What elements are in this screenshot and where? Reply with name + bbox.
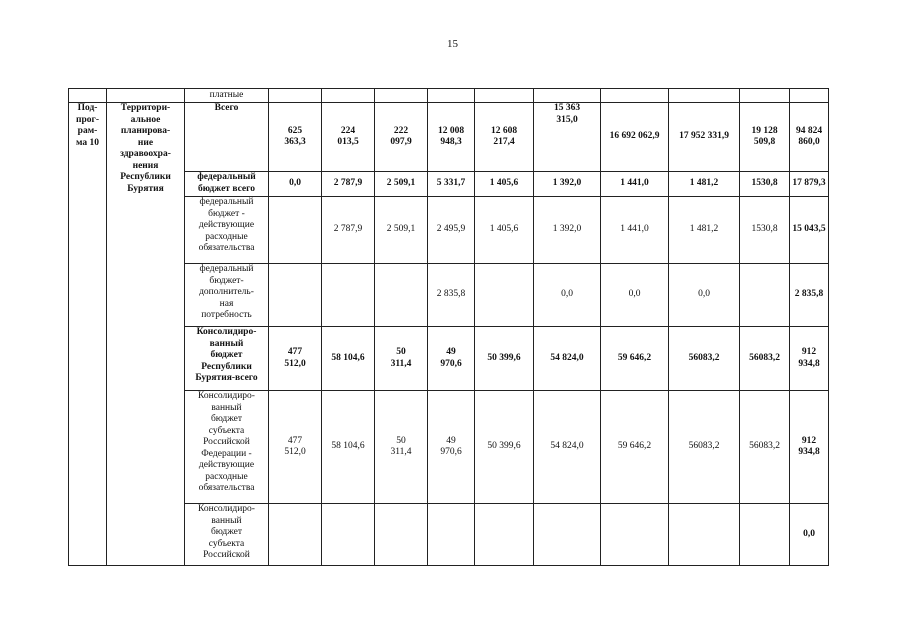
text-line: Консолидиро- xyxy=(198,504,255,514)
value-cell xyxy=(322,172,375,197)
text-line: Республики xyxy=(120,172,171,182)
text-line: 0,0 xyxy=(561,289,573,300)
text-line: дополнитель- xyxy=(199,287,254,297)
text-line: субъекта xyxy=(208,425,245,436)
value-cell xyxy=(534,391,601,504)
value-cell xyxy=(740,264,790,327)
text-line: Бурятия xyxy=(127,183,164,194)
text-line: ная xyxy=(219,298,234,309)
text-line: 860,0 xyxy=(798,137,820,147)
text-line: бюджет xyxy=(210,350,243,360)
value-cell xyxy=(601,327,669,391)
text-line: 12 008 xyxy=(437,125,465,136)
continuation-label: платные xyxy=(185,89,269,103)
text-line: Российской xyxy=(203,550,250,560)
budget-table xyxy=(68,88,829,566)
value-cell xyxy=(601,504,669,566)
text-line: 912 934,8 xyxy=(798,435,820,457)
value-cell xyxy=(669,391,740,504)
value-cell xyxy=(269,197,322,264)
text-line: 12 608 xyxy=(490,125,518,136)
value-cell xyxy=(534,197,601,264)
value-cell xyxy=(790,327,829,391)
text-line: 013,5 xyxy=(337,137,359,147)
value-cell xyxy=(428,197,475,264)
value-cell xyxy=(322,504,375,566)
text-line: бюджет- xyxy=(209,275,244,286)
text-line: 19 128 xyxy=(751,125,778,136)
value-cell xyxy=(475,103,534,172)
value-cell xyxy=(428,327,475,391)
text-line: субъекта xyxy=(208,538,245,549)
value-cell xyxy=(475,197,534,264)
value-cell xyxy=(534,504,601,566)
text-line: 097,9 xyxy=(390,137,412,147)
value-cell xyxy=(375,264,428,327)
value-cell xyxy=(740,504,790,566)
value-cell xyxy=(428,391,475,504)
value-cell xyxy=(428,103,475,172)
text-line: 1 392,0 xyxy=(552,178,582,189)
text-line: 16 692 062,9 xyxy=(609,131,660,142)
value-cell xyxy=(269,504,322,566)
text-line: действующие xyxy=(198,460,255,470)
value-cell xyxy=(269,391,322,504)
text-line: 1 441,0 xyxy=(620,178,649,189)
text-line: 56083,2 xyxy=(688,441,720,452)
text-line: 512,0 xyxy=(284,358,306,369)
text-line: 56083,2 xyxy=(749,352,780,363)
value-cell xyxy=(475,504,534,566)
value-cell xyxy=(534,264,601,327)
value-cell xyxy=(322,391,375,504)
text-line: Консолидиро- xyxy=(198,391,255,401)
value-cell xyxy=(601,197,669,264)
value-cell xyxy=(428,172,475,197)
value-cell xyxy=(475,264,534,327)
value-cell xyxy=(669,172,740,197)
subprogram-label xyxy=(69,103,107,566)
text-line: 50 xyxy=(396,435,406,446)
text-line: 311,4 xyxy=(390,358,412,369)
funding-source-label xyxy=(185,172,269,197)
continuation-row xyxy=(69,89,829,103)
value-cell xyxy=(534,103,601,172)
text-line: 1 392,0 xyxy=(552,224,582,235)
value-cell xyxy=(475,172,534,197)
value-cell xyxy=(740,197,790,264)
value-cell xyxy=(534,327,601,391)
value-cell xyxy=(669,504,740,566)
text-line: федеральный xyxy=(199,197,254,207)
text-line: расходные xyxy=(205,231,248,242)
funding-source-label xyxy=(185,103,269,172)
value-cell xyxy=(269,264,322,327)
value-cell xyxy=(534,172,601,197)
funding-source-label xyxy=(185,504,269,566)
value-cell xyxy=(322,103,375,172)
value-cell xyxy=(601,264,669,327)
value-cell xyxy=(740,327,790,391)
funding-source-label xyxy=(185,264,269,327)
value-cell xyxy=(601,103,669,172)
text-line: 15 043,5 xyxy=(792,224,826,235)
text-line: действующие xyxy=(198,220,255,230)
text-line: Всего xyxy=(214,103,239,113)
text-line: 17 952 331,9 xyxy=(679,131,729,142)
value-cell xyxy=(601,391,669,504)
text-line: Под- xyxy=(77,103,98,113)
text-line: 17 879,3 xyxy=(792,178,826,189)
value-cell xyxy=(790,172,829,197)
text-line: здравоохра- xyxy=(120,149,171,159)
value-cell xyxy=(669,327,740,391)
table-row-total xyxy=(69,103,829,172)
value-cell xyxy=(269,172,322,197)
text-line: 1 441,0 xyxy=(620,224,649,235)
text-line: Бурятия-всего xyxy=(195,373,258,383)
value-cell xyxy=(740,172,790,197)
text-line: 54 824,0 xyxy=(550,441,584,452)
text-line: федеральный xyxy=(197,172,256,182)
text-line: Российской xyxy=(203,437,250,447)
text-line: 50 xyxy=(396,347,406,357)
text-line: 2 787,9 xyxy=(333,178,363,189)
funding-source-label xyxy=(185,327,269,391)
text-line: бюджет всего xyxy=(198,183,255,194)
text-line: 509,8 xyxy=(753,137,776,147)
text-line: 311,4 xyxy=(390,447,412,457)
value-cell xyxy=(428,504,475,566)
value-cell xyxy=(740,103,790,172)
text-line: Республики xyxy=(201,361,252,372)
value-cell xyxy=(322,327,375,391)
text-line: ванный xyxy=(209,338,244,349)
value-cell xyxy=(601,172,669,197)
text-line: 5 331,7 xyxy=(436,178,466,189)
text-line: 2 835,8 xyxy=(436,289,466,300)
text-line: 54 824,0 xyxy=(550,352,584,363)
value-cell xyxy=(375,327,428,391)
value-cell xyxy=(790,504,829,566)
text-line: прог- xyxy=(76,114,99,125)
value-cell xyxy=(790,103,829,172)
text-line: 2 509,1 xyxy=(386,224,416,235)
text-line: расходные xyxy=(205,471,248,482)
text-line: Федерации - xyxy=(201,448,252,459)
text-line: 0,0 xyxy=(628,289,641,300)
text-line: 477 xyxy=(287,347,303,357)
text-line: нения xyxy=(132,160,159,171)
value-cell xyxy=(269,327,322,391)
text-line: бюджет - xyxy=(208,208,245,219)
text-line: 56083,2 xyxy=(688,352,720,363)
text-line: 970,6 xyxy=(440,358,462,369)
text-line: Консолидиро- xyxy=(196,327,257,337)
text-line: 970,6 xyxy=(440,447,462,457)
text-line: 1 481,2 xyxy=(689,224,719,235)
value-cell xyxy=(669,103,740,172)
text-line: 1530,8 xyxy=(751,178,778,189)
value-cell xyxy=(475,391,534,504)
text-line: 15 363 xyxy=(553,103,581,113)
value-cell xyxy=(428,264,475,327)
text-line: потребность xyxy=(201,310,252,320)
text-line: 49 xyxy=(446,435,456,446)
text-line: бюджет xyxy=(210,414,243,424)
text-line: рам- xyxy=(77,126,98,136)
text-line: 50 399,6 xyxy=(487,441,521,452)
text-line: 477 xyxy=(287,435,303,446)
text-line: 94 824 xyxy=(795,125,823,136)
funding-source-label xyxy=(185,391,269,504)
value-cell xyxy=(740,391,790,504)
value-cell xyxy=(375,103,428,172)
text-line: 363,3 xyxy=(284,137,306,147)
text-line: 2 495,9 xyxy=(436,224,466,235)
text-line: 0,0 xyxy=(289,178,301,189)
text-line: планирова- xyxy=(120,126,171,136)
value-cell xyxy=(790,197,829,264)
text-line: 0,0 xyxy=(698,289,710,300)
text-line: 912 934,8 xyxy=(798,347,820,369)
text-line: 512,0 xyxy=(284,447,306,457)
value-cell xyxy=(375,172,428,197)
text-line: 2 787,9 xyxy=(333,224,363,235)
value-cell xyxy=(669,264,740,327)
value-cell xyxy=(790,264,829,327)
text-line: 0,0 xyxy=(803,528,815,539)
text-line: 49 xyxy=(446,347,456,357)
text-line: 56083,2 xyxy=(749,441,780,452)
text-line: альное xyxy=(130,114,161,125)
text-line: 58 104,6 xyxy=(331,352,365,363)
text-line: 58 104,6 xyxy=(331,441,365,452)
value-cell xyxy=(375,504,428,566)
value-cell xyxy=(375,197,428,264)
text-line: 2 835,8 xyxy=(794,289,824,300)
text-line: обязательства xyxy=(198,483,255,493)
text-line: ние xyxy=(137,137,154,148)
text-line: 222 xyxy=(393,125,409,136)
text-line: ма 10 xyxy=(75,137,100,148)
value-cell xyxy=(375,391,428,504)
text-line: 217,4 xyxy=(493,137,515,147)
value-cell xyxy=(322,264,375,327)
text-line: 2 509,1 xyxy=(386,178,416,189)
text-line: 1 405,6 xyxy=(489,224,519,235)
value-cell xyxy=(322,197,375,264)
page-number: 15 xyxy=(447,38,458,50)
text-line: 224 xyxy=(340,125,356,136)
funding-source-label xyxy=(185,197,269,264)
text-line: бюджет xyxy=(210,527,243,537)
text-line: 1 405,6 xyxy=(489,178,519,189)
text-line: 59 646,2 xyxy=(617,352,652,363)
text-line: федеральный xyxy=(199,264,254,274)
text-line: ванный xyxy=(211,515,242,526)
text-line: обязательства xyxy=(198,243,255,253)
text-line: 948,3 xyxy=(440,137,462,147)
value-cell xyxy=(269,103,322,172)
value-cell xyxy=(790,391,829,504)
text-line: 1 481,2 xyxy=(689,178,719,189)
text-line: ванный xyxy=(211,402,242,413)
text-line: 59 646,2 xyxy=(617,441,652,452)
text-line: 315,0 xyxy=(556,114,578,125)
subprogram-title xyxy=(107,103,185,566)
text-line: 50 399,6 xyxy=(487,352,521,363)
text-line: Территори- xyxy=(120,103,171,113)
text-line: 1530,8 xyxy=(751,224,778,235)
text-line: 625 xyxy=(287,125,303,136)
value-cell xyxy=(475,327,534,391)
value-cell xyxy=(669,197,740,264)
